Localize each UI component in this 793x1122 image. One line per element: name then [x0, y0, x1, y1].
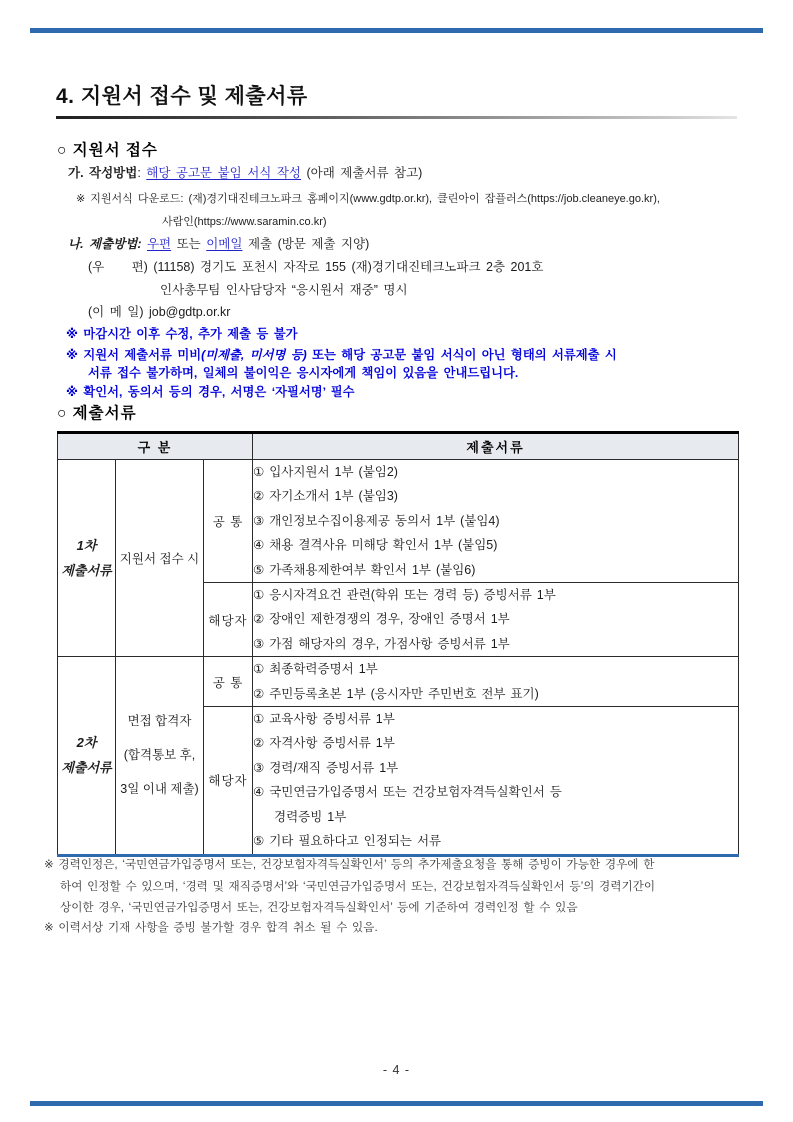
list-item-continuation: 경력증빙 1부 [274, 809, 347, 824]
list-item: ① 입사지원서 1부 (붙임2) [253, 465, 398, 479]
round2-stage-line2: 제출서류 [61, 760, 112, 776]
header-documents: 제출서류 [253, 433, 739, 460]
list-item: ① 응시자격요건 관련(학위 또는 경력 등) 증빙서류 1부 [253, 588, 556, 603]
header-category: 구 분 [58, 433, 253, 460]
round2-eligible-label: 해당자 [204, 707, 253, 855]
page-title: 4. 지원서 접수 및 제출서류 [56, 85, 308, 108]
download-note-line1: ※ 지원서식 다운로드: (재)경기대진테크노파크 홈페이지(www.gdtp.or.kr), 클린아이 잡플러스(https://job.cleaneye.go.kr), [76, 193, 660, 205]
warning-signature: ※ 확인서, 동의서 등의 경우, 서명은 ‘자필서명’ 필수 [66, 385, 355, 399]
attachment-form-link[interactable]: 해당 공고문 붙임 서식 작성 [146, 166, 301, 180]
warning-missing-docs-line1 [66, 345, 617, 363]
list-item: ④ 채용 결격사유 미해당 확인서 1부 (붙임5) [253, 538, 498, 553]
round2-when-line3: 3일 이내 제출) [120, 782, 199, 797]
round2-eligible-items [253, 707, 739, 855]
footnote-line1: ※ 경력인정은, ‘국민연금가입증명서 또는, 건강보험자격득실확인서’ 등의 추가제출요청을 통해 증빙이 가능한 경우에 한 [44, 858, 655, 871]
warning-deadline: ※ 마감시간 이후 수정, 추가 제출 등 불가 [66, 327, 298, 341]
round2-common-items [253, 657, 739, 707]
round2-when-line1: 면접 합격자 [127, 714, 192, 729]
write-method-suffix: (아래 제출서류 참고) [301, 166, 423, 180]
warning-missing-italic: (미제출, 미서명 등) [201, 348, 307, 362]
submit-method-mid: 또는 [171, 237, 207, 251]
documents-table [57, 431, 739, 857]
table-row-round2-common [58, 657, 739, 707]
write-method-colon: : [137, 166, 147, 180]
round1-common-items [253, 460, 739, 583]
footnote-line4: ※ 이력서상 기재 사항을 증빙 불가할 경우 합격 취소 될 수 있음. [44, 921, 378, 934]
download-note-line2: 사람인(https://www.saramin.co.kr) [162, 216, 327, 228]
list-item: ③ 경력/재직 증빙서류 1부 [253, 760, 399, 775]
email-address-line: (이 메 일) job@gdtp.or.kr [88, 305, 231, 319]
list-item: ③ 가점 해당자의 경우, 가점사항 증빙서류 1부 [253, 636, 510, 651]
list-item: ① 교육사항 증빙서류 1부 [253, 712, 395, 727]
submit-method-suffix: 제출 (방문 제출 지양) [242, 237, 370, 251]
round1-common-label: 공 통 [204, 460, 253, 583]
page-number: - 4 - [382, 1063, 411, 1077]
list-item: ① 최종학력증명서 1부 [253, 662, 378, 677]
round2-stage-line1: 2차 [76, 735, 97, 751]
round1-stage-cell [58, 460, 116, 657]
round2-common-label: 공 통 [204, 657, 253, 707]
table-header-row [58, 433, 739, 460]
post-marking-line: 인사총무팀 인사담당자 “응시원서 재중” 명시 [160, 283, 408, 297]
list-item: ④ 국민연금가입증명서 또는 건강보험자격득실확인서 등 [253, 785, 562, 800]
submit-method-label: 나. 제출방법: [68, 237, 142, 251]
footnote-line2: 하여 인정할 수 있으며, ‘경력 및 재직증명서’와 ‘국민연금가입증명서 또는, 건강보험자격득실확인서 등’의 경력기간이 [60, 880, 656, 893]
table-row-round1-common [58, 460, 739, 583]
post-address-line: (우 편) (11158) 경기도 포천시 자작로 155 (재)경기대진테크노파크 2층 201호 [88, 260, 544, 274]
round1-stage-line1: 1차 [76, 538, 97, 554]
write-method-label: 가. 작성방법 [68, 166, 138, 180]
round2-stage-cell [58, 657, 116, 855]
round2-when-line2: (합격통보 후, [123, 748, 196, 763]
footnote-line3: 상이한 경우, ‘국민연금가입증명서 또는, 건강보험자격득실확인서’ 등에 기준하여 경력인정 할 수 있음 [60, 901, 578, 914]
write-method-line [68, 163, 422, 181]
round1-when-cell: 지원서 접수 시 [116, 460, 204, 657]
email-link[interactable]: 이메일 [206, 237, 243, 251]
list-item: ⑤ 가족채용제한여부 확인서 1부 (붙임6) [253, 562, 476, 577]
warning-missing-docs-line2: 서류 접수 불가하며, 일체의 불이익은 응시자에게 책임이 있음을 안내드립니다. [88, 366, 519, 380]
round1-eligible-label: 해당자 [204, 583, 253, 657]
list-item: ③ 개인정보수집이용제공 동의서 1부 (붙임4) [253, 513, 500, 528]
warning-missing-pre: ※ 지원서 제출서류 미비 [66, 348, 202, 362]
round1-stage-line2: 제출서류 [61, 563, 112, 579]
title-underline [56, 116, 737, 119]
submit-method-line [68, 234, 369, 252]
list-item: ② 자격사항 증빙서류 1부 [253, 736, 395, 751]
section-heading-apply: ○ 지원서 접수 [57, 142, 158, 159]
section-heading-docs: ○ 제출서류 [57, 405, 137, 422]
round1-eligible-items [253, 583, 739, 657]
list-item: ② 자기소개서 1부 (붙임3) [253, 489, 398, 504]
list-item: ② 주민등록초본 1부 (응시자만 주민번호 전부 표기) [253, 686, 539, 701]
page-top-border [30, 28, 763, 33]
list-item: ⑤ 기타 필요하다고 인정되는 서류 [253, 834, 442, 849]
warning-missing-post: 또는 해당 공고문 붙임 서식이 아닌 형태의 서류제출 시 [306, 348, 617, 362]
list-item: ② 장애인 제한경쟁의 경우, 장애인 증명서 1부 [253, 612, 510, 627]
round2-when-cell [116, 657, 204, 855]
page-bottom-border [30, 1101, 763, 1106]
mail-link[interactable]: 우편 [146, 237, 172, 251]
